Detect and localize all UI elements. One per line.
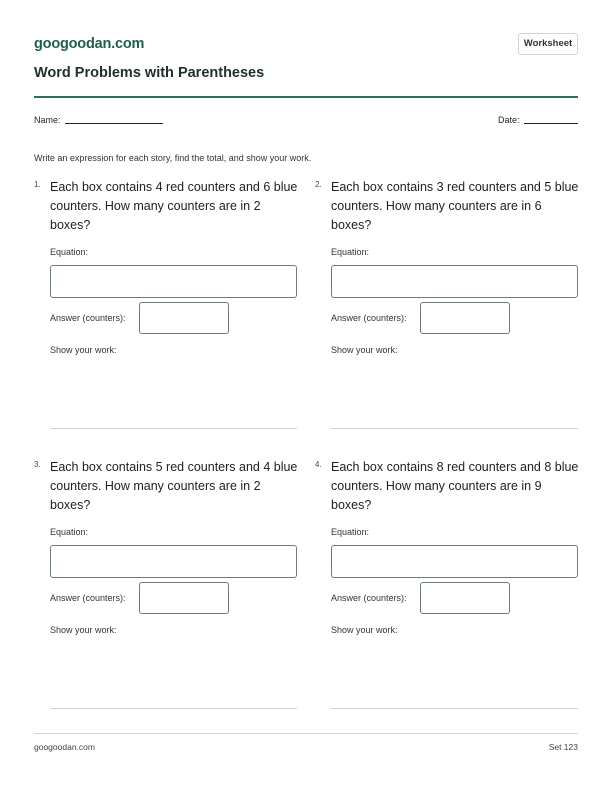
problem-text: Each box contains 3 red counters and 5 blue counters. How many counters are in 6 boxes? [331, 180, 579, 232]
problem-text: Each box contains 8 red counters and 8 blue counters. How many counters are in 9 boxes? [331, 460, 579, 512]
footer-site: googoodan.com [34, 742, 95, 752]
name-line[interactable] [65, 123, 163, 124]
answer-label: Answer (counters): [50, 313, 126, 323]
problem-number: 1. [34, 180, 41, 189]
work-divider [50, 428, 297, 429]
work-divider [331, 428, 578, 429]
date-line[interactable] [524, 123, 578, 124]
equation-box[interactable] [331, 545, 578, 578]
problem-number: 3. [34, 460, 41, 469]
work-label: Show your work: [331, 345, 398, 355]
footer-rule [34, 733, 578, 734]
answer-label: Answer (counters): [50, 593, 126, 603]
problem-number: 4. [315, 460, 322, 469]
brand-logo: googoodan.com [34, 36, 145, 52]
answer-label: Answer (counters): [331, 313, 407, 323]
equation-label: Equation: [331, 527, 370, 537]
answer-box[interactable] [420, 302, 510, 334]
equation-box[interactable] [50, 545, 297, 578]
problem-4 [315, 458, 579, 714]
answer-box[interactable] [139, 582, 229, 614]
equation-box[interactable] [50, 265, 297, 298]
work-divider [50, 708, 297, 709]
footer-set-label: Set 123 [548, 742, 578, 752]
equation-box[interactable] [331, 265, 578, 298]
date-label: Date: [498, 115, 520, 125]
worksheet-badge: Worksheet [518, 33, 578, 55]
problem-2 [315, 178, 579, 434]
answer-box[interactable] [139, 302, 229, 334]
equation-label: Equation: [50, 527, 89, 537]
problem-3 [34, 458, 298, 714]
problem-text: Each box contains 5 red counters and 4 blue counters. How many counters are in 2 boxes? [50, 460, 298, 512]
problem-number: 2. [315, 180, 322, 189]
instructions: Write an expression for each story, find the total, and show your work. [34, 153, 312, 163]
name-label: Name: [34, 115, 61, 125]
work-label: Show your work: [50, 345, 117, 355]
equation-label: Equation: [331, 247, 370, 257]
equation-label: Equation: [50, 247, 89, 257]
page-title: Word Problems with Parentheses [34, 65, 265, 81]
problem-1 [34, 178, 298, 434]
work-divider [331, 708, 578, 709]
header-rule [34, 96, 578, 98]
work-label: Show your work: [331, 625, 398, 635]
problem-text: Each box contains 4 red counters and 6 blue counters. How many counters are in 2 boxes? [50, 180, 298, 232]
work-label: Show your work: [50, 625, 117, 635]
answer-label: Answer (counters): [331, 593, 407, 603]
answer-box[interactable] [420, 582, 510, 614]
